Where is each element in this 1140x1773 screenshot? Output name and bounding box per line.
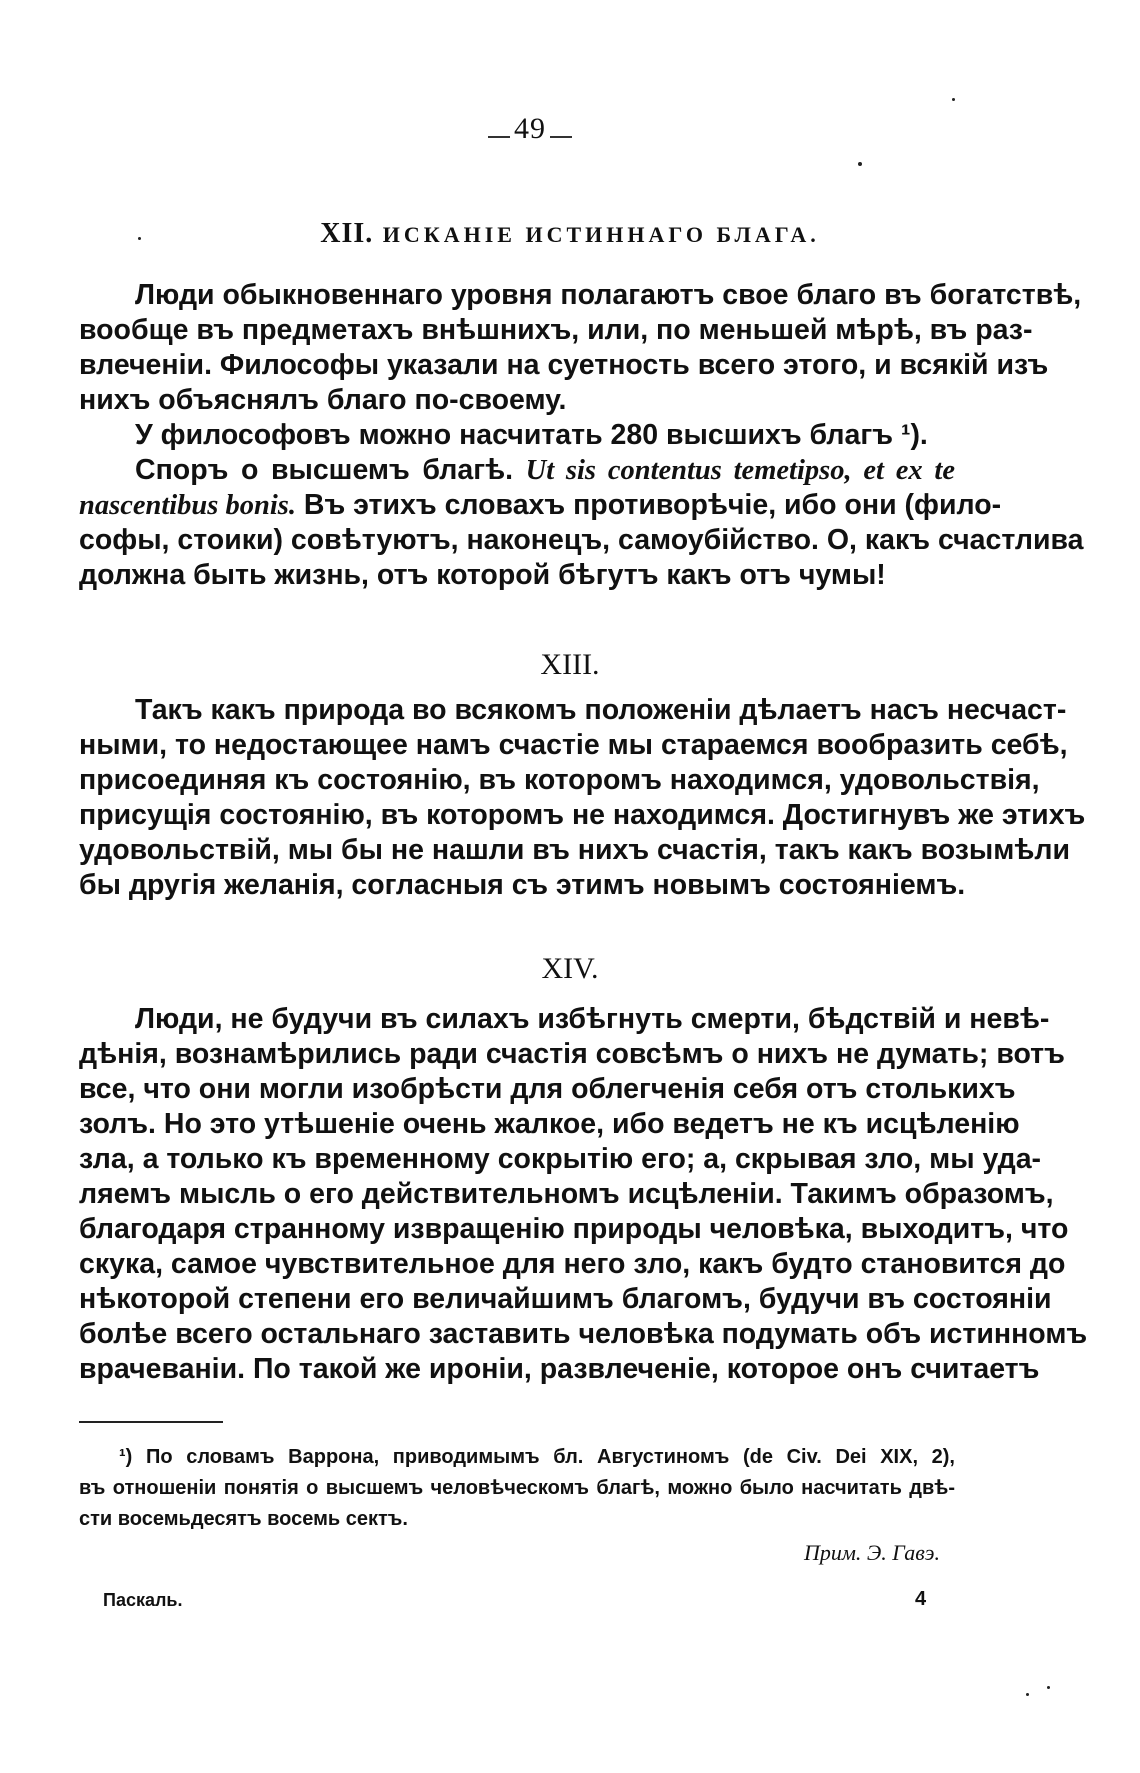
section-xiv-text [79, 1002, 1088, 1387]
text-line: удовольствій, мы бы не нашли въ нихъ счастія, такъ какъ возымѣли [79, 834, 1071, 866]
section-xiii-text [79, 693, 1086, 903]
text-line: вообще въ предметахъ внѣшнихъ, или, по меньшей мѣрѣ, въ раз- [79, 314, 1033, 346]
text-line: должна быть жизнь, отъ которой бѣгутъ какъ отъ чумы! [79, 559, 886, 591]
heading-xii-roman: XII. [320, 218, 374, 249]
footer-title: Паскаль. [103, 1590, 183, 1610]
text-line: Люди обыкновеннаго уровня полагаютъ свое благо въ богатствѣ, [135, 279, 1082, 311]
section-heading-xiv: XIV. [541, 952, 599, 985]
page-number: 49 [460, 112, 600, 146]
footnote-divider [79, 1421, 223, 1423]
text-line: нѣкоторой степени его величайшимъ благомъ, будучи въ состояніи [79, 1283, 1052, 1315]
scan-speck [858, 162, 862, 166]
footnote [79, 1442, 955, 1535]
text-fragment: Въ этихъ словахъ противорѣчіе, ибо они (фило- [295, 489, 1002, 521]
scan-speck [1026, 1693, 1029, 1696]
text-line: благодаря странному извращенію природы человѣка, выходитъ, что [79, 1213, 1069, 1245]
text-line: зла, а только къ временному сокрытію его; а, скрывая зло, мы уда- [79, 1143, 1042, 1175]
text-line: бы другія желанія, согласныя съ этимъ новымъ состояніемъ. [79, 869, 966, 901]
section-heading-xiii: XIII. [540, 648, 600, 681]
text-line: присущія состоянію, въ которомъ не находимся. Достигнувъ же этихъ [79, 799, 1086, 831]
scan-speck [138, 237, 141, 240]
text-line [79, 453, 955, 488]
footnote-line: сти восемьдесятъ восемь сектъ. [79, 1508, 408, 1530]
scan-speck [952, 98, 955, 101]
heading-xii-title: ИСКАНІЕ ИСТИННАГО БЛАГА. [382, 222, 820, 247]
signature-mark: 4 [915, 1588, 927, 1610]
footnote-line: въ отношеніи понятія о высшемъ человѣческомъ благѣ, можно было насчитать двѣ- [79, 1477, 955, 1499]
text-line: все, что они могли изобрѣсти для облегченія себя отъ столькихъ [79, 1073, 1016, 1105]
footnote-line: ¹) По словамъ Варрона, приводимымъ бл. Августиномъ (de Civ. Dei XIX, 2), [119, 1446, 955, 1468]
section-heading-xii [0, 218, 1140, 250]
text-line: ляемъ мысль о его действительномъ исцѣленіи. Такимъ образомъ, [79, 1178, 1054, 1210]
text-line: Люди, не будучи въ силахъ избѣгнуть смерти, бѣдствій и невѣ- [135, 1003, 1050, 1035]
text-line: влеченіи. Философы указали на суетность всего этого, и всякій изъ [79, 349, 1049, 381]
scan-speck [1047, 1686, 1050, 1689]
text-line: скука, самое чувствительное для него зло, какъ будто становится до [79, 1248, 1066, 1280]
text-line: золъ. Но это утѣшеніе очень жалкое, ибо ведетъ не къ исцѣленію [79, 1108, 1020, 1140]
text-line: врачеваніи. По такой же ироніи, развлеченіе, которое онъ считаетъ [79, 1353, 1040, 1385]
latin-quote: Ut sis contentus temetipso, et ex te [525, 455, 955, 486]
text-line: софы, стоики) совѣтуютъ, наконецъ, самоубійство. О, какъ счастлива [79, 524, 1084, 556]
text-line: нихъ объяснялъ благо по-своему. [79, 384, 567, 416]
text-line: болѣе всего остальнаго заставить человѣка подумать объ истинномъ [79, 1318, 1088, 1350]
text-line [79, 488, 1002, 523]
section-xii-text [79, 278, 1084, 593]
latin-quote: nascentibus bonis. [79, 490, 296, 521]
text-line: дѣнія, вознамѣрились ради счастія совсѣмъ о нихъ не думать; вотъ [79, 1038, 1065, 1070]
text-line: У философовъ можно насчитать 280 высшихъ благъ ¹). [135, 419, 928, 451]
text-fragment: Споръ о высшемъ благѣ. [135, 454, 526, 486]
text-line: Такъ какъ природа во всякомъ положеніи дѣлаетъ насъ несчаст- [135, 694, 1067, 726]
footnote-signature: Прим. Э. Гавэ. [803, 1540, 940, 1565]
text-line: ными, то недостающее намъ счастіе мы стараемся вообразить себѣ, [79, 729, 1068, 761]
text-line: присоединяя къ состоянію, въ которомъ находимся, удовольствія, [79, 764, 1040, 796]
